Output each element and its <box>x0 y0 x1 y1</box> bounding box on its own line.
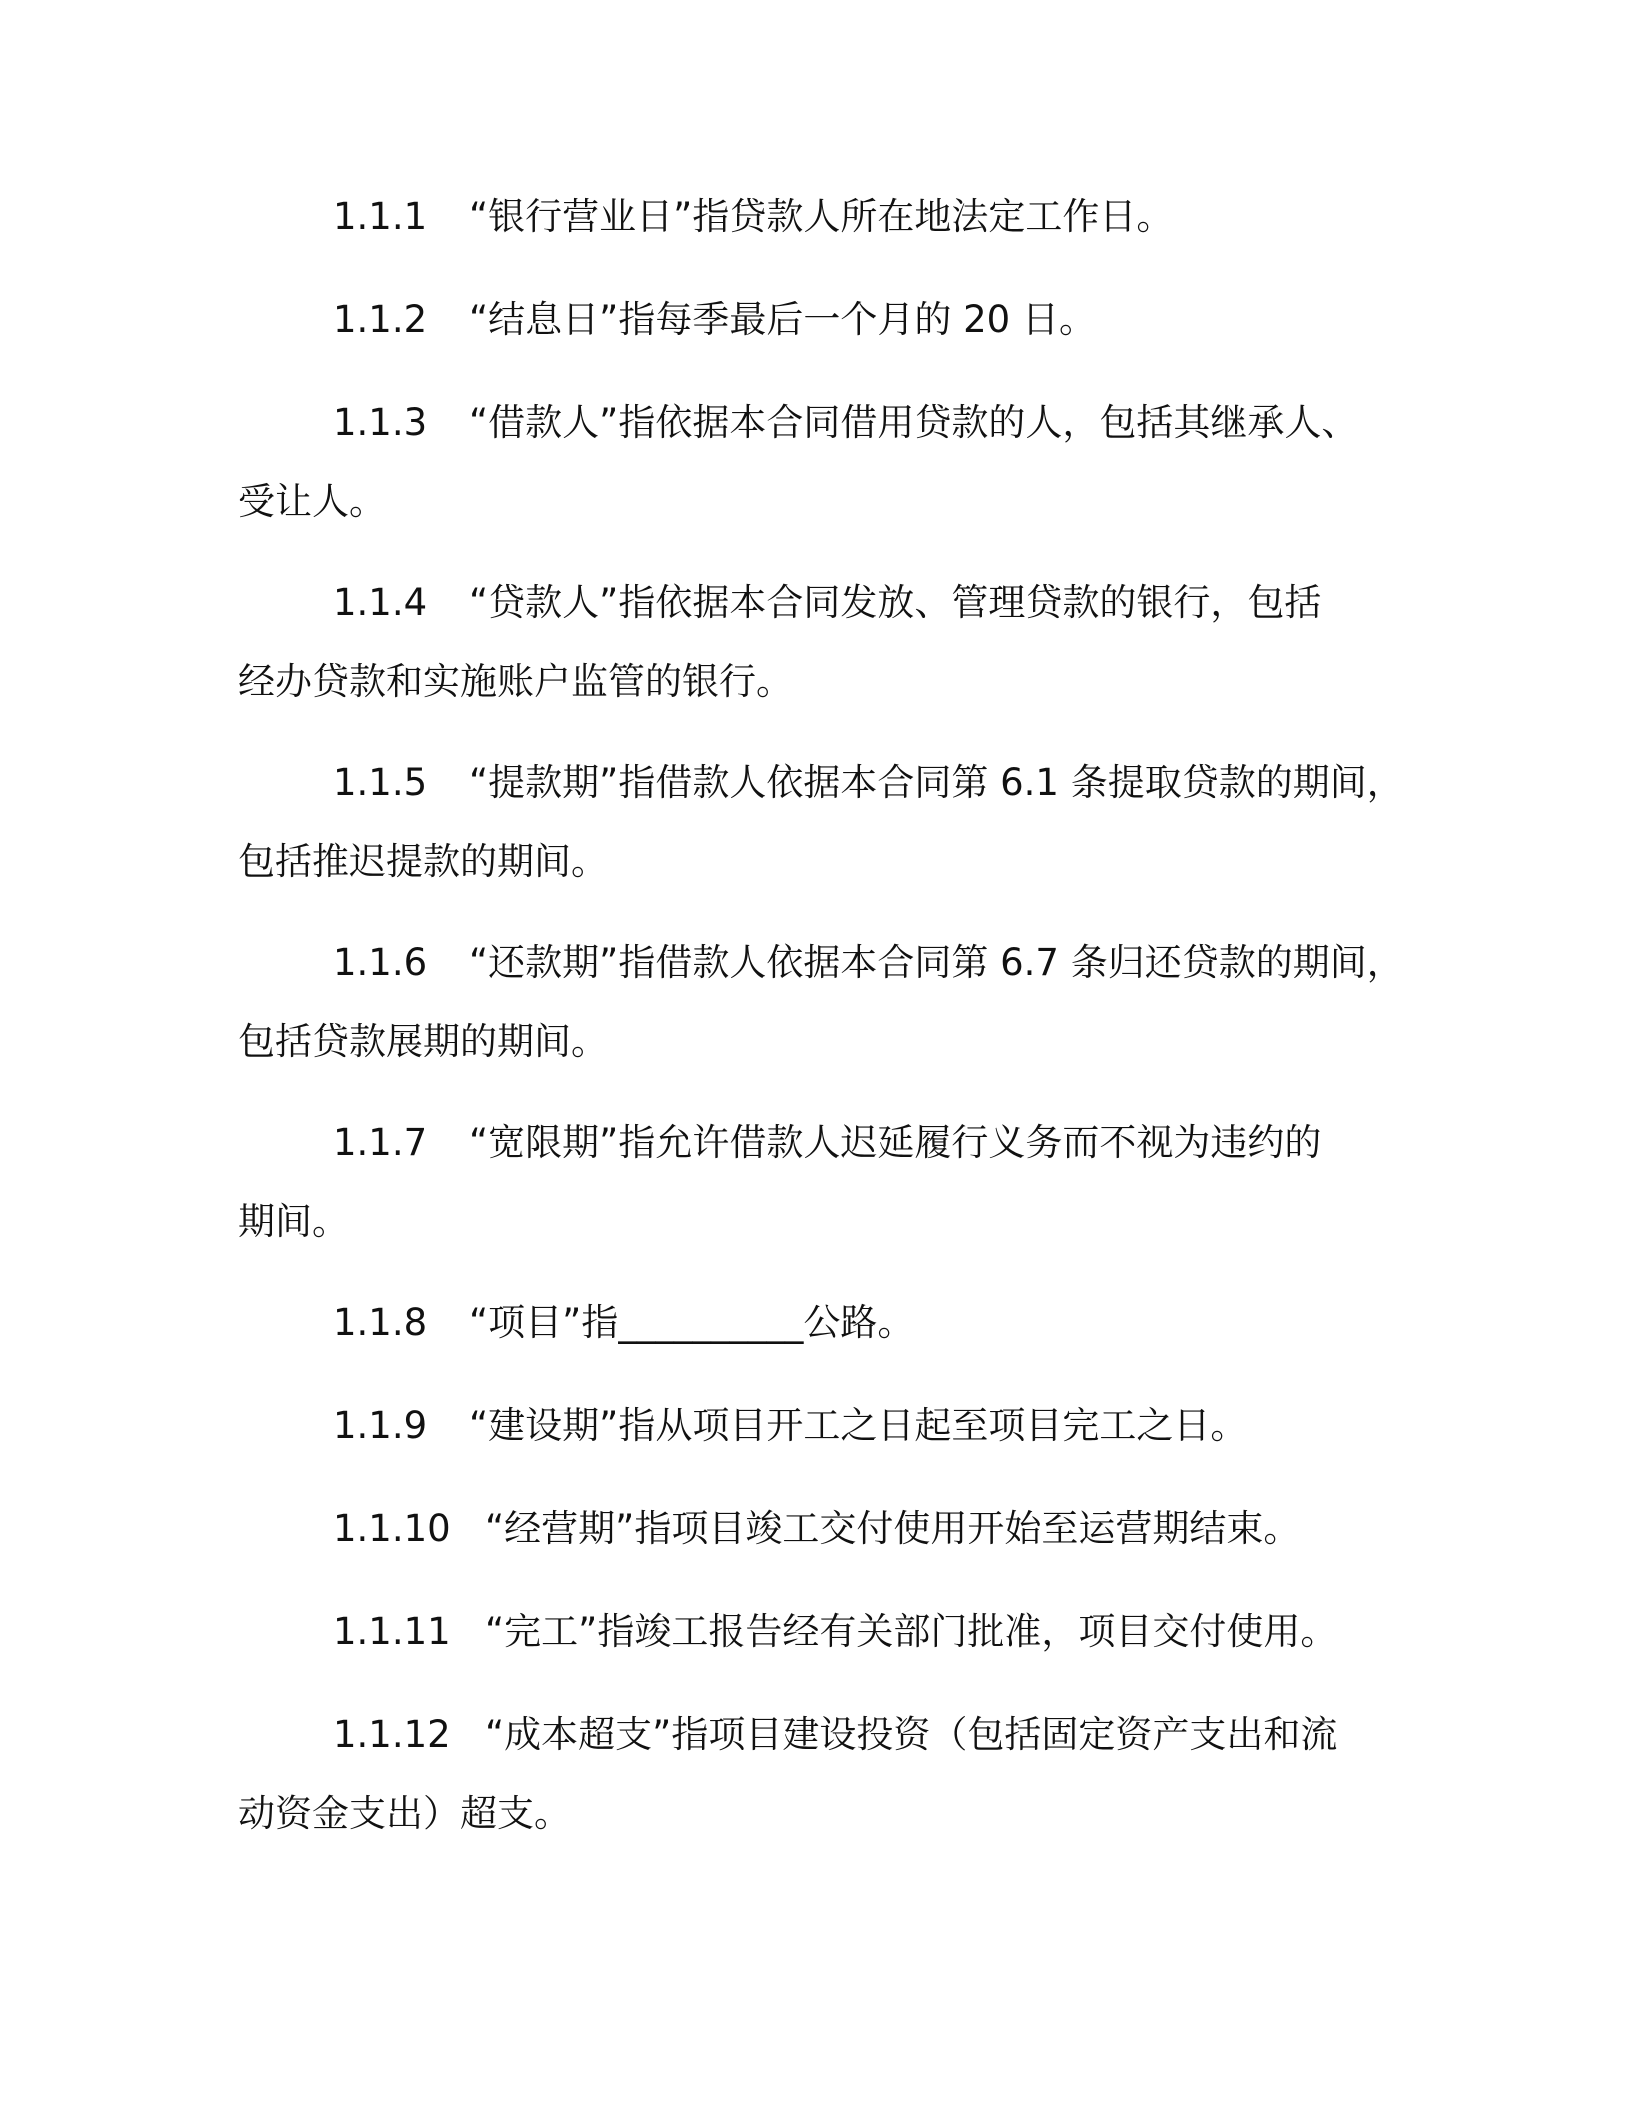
clause-text: “还款期”指借款人依据本合同第 6.7 条归还贷款的期间， <box>469 941 1404 984</box>
clause-1-1-2 <box>238 280 1418 359</box>
clause-text: “贷款人”指依据本合同发放、管理贷款的银行，包括 <box>469 581 1322 624</box>
clause-line <box>238 1103 1418 1182</box>
clause-1-1-12 <box>238 1695 1418 1853</box>
clause-line-continued: 期间。 <box>238 1200 349 1243</box>
clause-line-continued: 包括推迟提款的期间。 <box>238 840 608 883</box>
clause-1-1-5 <box>238 743 1418 901</box>
clause-line <box>238 177 1418 256</box>
clause-1-1-8 <box>238 1283 1418 1362</box>
clause-text: “银行营业日”指贷款人所在地法定工作日。 <box>469 195 1174 238</box>
clause-1-1-10 <box>238 1489 1418 1568</box>
clause-text: “完工”指竣工报告经有关部门批准，项目交付使用。 <box>485 1610 1338 1653</box>
clause-number: 1.1.7 <box>333 1121 428 1164</box>
clause-line <box>238 383 1418 462</box>
clause-text: “宽限期”指允许借款人迟延履行义务而不视为违约的 <box>469 1121 1322 1164</box>
clause-line-continued: 经办贷款和实施账户监管的银行。 <box>238 660 793 703</box>
clause-number: 1.1.11 <box>333 1610 451 1653</box>
clause-1-1-6 <box>238 923 1418 1081</box>
clause-1-1-7 <box>238 1103 1418 1261</box>
clause-1-1-1 <box>238 177 1418 256</box>
clause-line-continued: 受让人。 <box>238 480 386 523</box>
clause-line <box>238 563 1418 642</box>
clause-line <box>238 280 1418 359</box>
clause-line <box>238 1695 1418 1774</box>
clause-number: 1.1.4 <box>333 581 428 624</box>
clause-number: 1.1.5 <box>333 761 428 804</box>
clause-number: 1.1.12 <box>333 1713 451 1756</box>
clause-number: 1.1.2 <box>333 298 428 341</box>
clause-number: 1.1.1 <box>333 195 428 238</box>
clause-line-continued: 动资金支出）超支。 <box>238 1792 571 1835</box>
clause-1-1-3 <box>238 383 1418 541</box>
clause-line <box>238 1386 1418 1465</box>
clause-number: 1.1.3 <box>333 401 428 444</box>
clause-1-1-11 <box>238 1592 1418 1671</box>
clause-line <box>238 1283 1418 1362</box>
clause-line-continued: 包括贷款展期的期间。 <box>238 1020 608 1063</box>
clause-number: 1.1.9 <box>333 1404 428 1447</box>
clause-line <box>238 923 1418 1002</box>
clause-line <box>238 1592 1418 1671</box>
clause-text: “结息日”指每季最后一个月的 20 日。 <box>469 298 1096 341</box>
clause-text: “成本超支”指项目建设投资（包括固定资产支出和流 <box>485 1713 1338 1756</box>
clause-text: “经营期”指项目竣工交付使用开始至运营期结束。 <box>485 1507 1301 1550</box>
clause-number: 1.1.6 <box>333 941 428 984</box>
clause-1-1-4 <box>238 563 1418 721</box>
clause-line <box>238 1489 1418 1568</box>
clause-number: 1.1.10 <box>333 1507 451 1550</box>
clause-1-1-9 <box>238 1386 1418 1465</box>
clause-line <box>238 743 1418 822</box>
clause-text: “借款人”指依据本合同借用贷款的人，包括其继承人、 <box>469 401 1359 444</box>
clause-text: “项目”指__________公路。 <box>469 1301 915 1344</box>
clause-text: “建设期”指从项目开工之日起至项目完工之日。 <box>469 1404 1248 1447</box>
clause-number: 1.1.8 <box>333 1301 428 1344</box>
clause-text: “提款期”指借款人依据本合同第 6.1 条提取贷款的期间， <box>469 761 1404 804</box>
